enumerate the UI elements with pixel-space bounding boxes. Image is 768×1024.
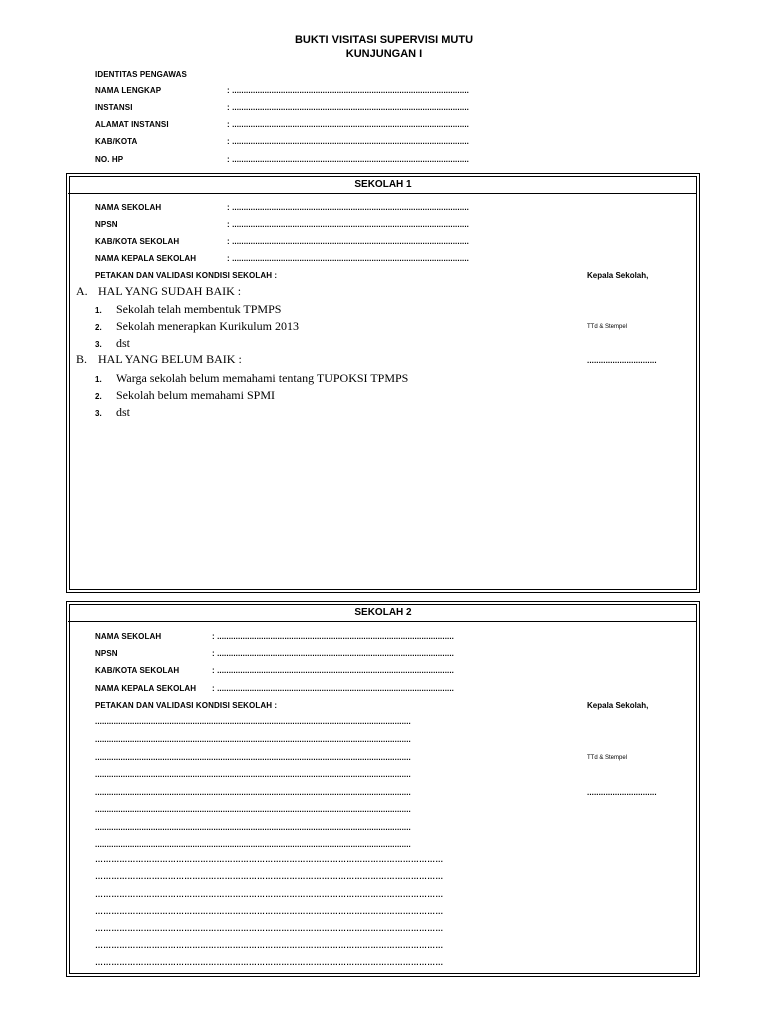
field-label: NAMA KEPALA SEKOLAH bbox=[95, 684, 197, 693]
field-label: INSTANSI bbox=[95, 103, 133, 112]
list-number: 1. bbox=[95, 375, 102, 384]
sekolah1-title-divider bbox=[68, 193, 696, 194]
field-label: NO. HP bbox=[95, 155, 124, 164]
field-value[interactable]: : ...................................................................................................... bbox=[212, 666, 454, 675]
sekolah1-title: SEKOLAH 1 bbox=[354, 179, 412, 190]
petakan-label: PETAKAN DAN VALIDASI KONDISI SEKOLAH : bbox=[95, 701, 278, 710]
sekolah2-title-divider bbox=[68, 621, 696, 622]
list-number: 3. bbox=[95, 340, 102, 349]
list-item: dst bbox=[116, 336, 131, 350]
field-value[interactable]: : ...................................................................................................... bbox=[227, 120, 469, 129]
field-label: NAMA SEKOLAH bbox=[95, 203, 162, 212]
field-label: KAB/KOTA SEKOLAH bbox=[95, 666, 180, 675]
list-item: dst bbox=[116, 405, 131, 419]
field-label: KAB/KOTA SEKOLAH bbox=[95, 237, 180, 246]
section-a-letter: A. bbox=[76, 284, 88, 298]
field-value[interactable]: : ...................................................................................................... bbox=[212, 684, 454, 693]
section-a-title: HAL YANG SUDAH BAIK : bbox=[98, 284, 242, 298]
sekolah2-title: SEKOLAH 2 bbox=[354, 607, 412, 618]
field-label: ALAMAT INSTANSI bbox=[95, 120, 169, 129]
signature-line[interactable]: .............................. bbox=[587, 356, 657, 365]
writing-line[interactable]: ………………………………………………………………………………………………………………… bbox=[95, 941, 444, 950]
writing-line[interactable]: ........................................................................................................................................ bbox=[95, 717, 411, 726]
field-value[interactable]: : ...................................................................................................... bbox=[227, 237, 469, 246]
document-subtitle: KUNJUNGAN I bbox=[345, 48, 423, 60]
writing-line[interactable]: ………………………………………………………………………………………………………………… bbox=[95, 890, 444, 899]
list-item: Sekolah belum memahami SPMI bbox=[116, 388, 275, 402]
writing-line[interactable]: ........................................................................................................................................ bbox=[95, 735, 411, 744]
field-label: KAB/KOTA bbox=[95, 137, 138, 146]
field-value[interactable]: : ...................................................................................................... bbox=[227, 137, 469, 146]
writing-line[interactable]: ........................................................................................................................................ bbox=[95, 805, 411, 814]
pengawas-heading: IDENTITAS PENGAWAS bbox=[95, 70, 187, 79]
field-value[interactable]: : ...................................................................................................... bbox=[227, 254, 469, 263]
ttd-stempel-label: TTd & Stempel bbox=[587, 755, 628, 761]
field-label: NAMA LENGKAP bbox=[95, 86, 162, 95]
writing-line[interactable]: ………………………………………………………………………………………………………………… bbox=[95, 907, 444, 916]
writing-line[interactable]: ........................................................................................................................................ bbox=[95, 753, 411, 762]
writing-line[interactable]: ........................................................................................................................................ bbox=[95, 840, 411, 849]
section-b-title: HAL YANG BELUM BAIK : bbox=[98, 352, 242, 366]
field-value[interactable]: : ...................................................................................................... bbox=[227, 155, 469, 164]
field-value[interactable]: : ...................................................................................................... bbox=[212, 649, 454, 658]
field-value[interactable]: : ...................................................................................................... bbox=[227, 203, 469, 212]
section-b-letter: B. bbox=[76, 352, 88, 366]
list-number: 1. bbox=[95, 306, 102, 315]
ttd-stempel-label: TTd & Stempel bbox=[587, 324, 628, 330]
writing-line[interactable]: ........................................................................................................................................ bbox=[95, 823, 411, 832]
list-item: Sekolah telah membentuk TPMPS bbox=[116, 302, 282, 316]
petakan-label: PETAKAN DAN VALIDASI KONDISI SEKOLAH : bbox=[95, 271, 278, 280]
signature-line[interactable]: .............................. bbox=[587, 788, 657, 797]
list-item: Sekolah menerapkan Kurikulum 2013 bbox=[116, 319, 299, 333]
field-value[interactable]: : ...................................................................................................... bbox=[227, 220, 469, 229]
field-label: NPSN bbox=[95, 220, 118, 229]
field-label: NAMA SEKOLAH bbox=[95, 632, 162, 641]
kepala-sekolah-label: Kepala Sekolah, bbox=[587, 701, 649, 710]
list-number: 2. bbox=[95, 392, 102, 401]
field-value[interactable]: : ...................................................................................................... bbox=[212, 632, 454, 641]
field-value[interactable]: : ...................................................................................................... bbox=[227, 103, 469, 112]
field-label: NPSN bbox=[95, 649, 118, 658]
writing-line[interactable]: ………………………………………………………………………………………………………………… bbox=[95, 924, 444, 933]
kepala-sekolah-label: Kepala Sekolah, bbox=[587, 271, 649, 280]
field-value[interactable]: : ...................................................................................................... bbox=[227, 86, 469, 95]
field-label: NAMA KEPALA SEKOLAH bbox=[95, 254, 197, 263]
document-title: BUKTI VISITASI SUPERVISI MUTU bbox=[294, 34, 474, 46]
writing-line[interactable]: ………………………………………………………………………………………………………………… bbox=[95, 855, 444, 864]
writing-line[interactable]: ………………………………………………………………………………………………………………… bbox=[95, 958, 444, 967]
list-item: Warga sekolah belum memahami tentang TUPOKSI TPMPS bbox=[116, 371, 409, 385]
list-number: 2. bbox=[95, 323, 102, 332]
writing-line[interactable]: ........................................................................................................................................ bbox=[95, 770, 411, 779]
list-number: 3. bbox=[95, 409, 102, 418]
writing-line[interactable]: ........................................................................................................................................ bbox=[95, 788, 411, 797]
writing-line[interactable]: ………………………………………………………………………………………………………………… bbox=[95, 872, 444, 881]
